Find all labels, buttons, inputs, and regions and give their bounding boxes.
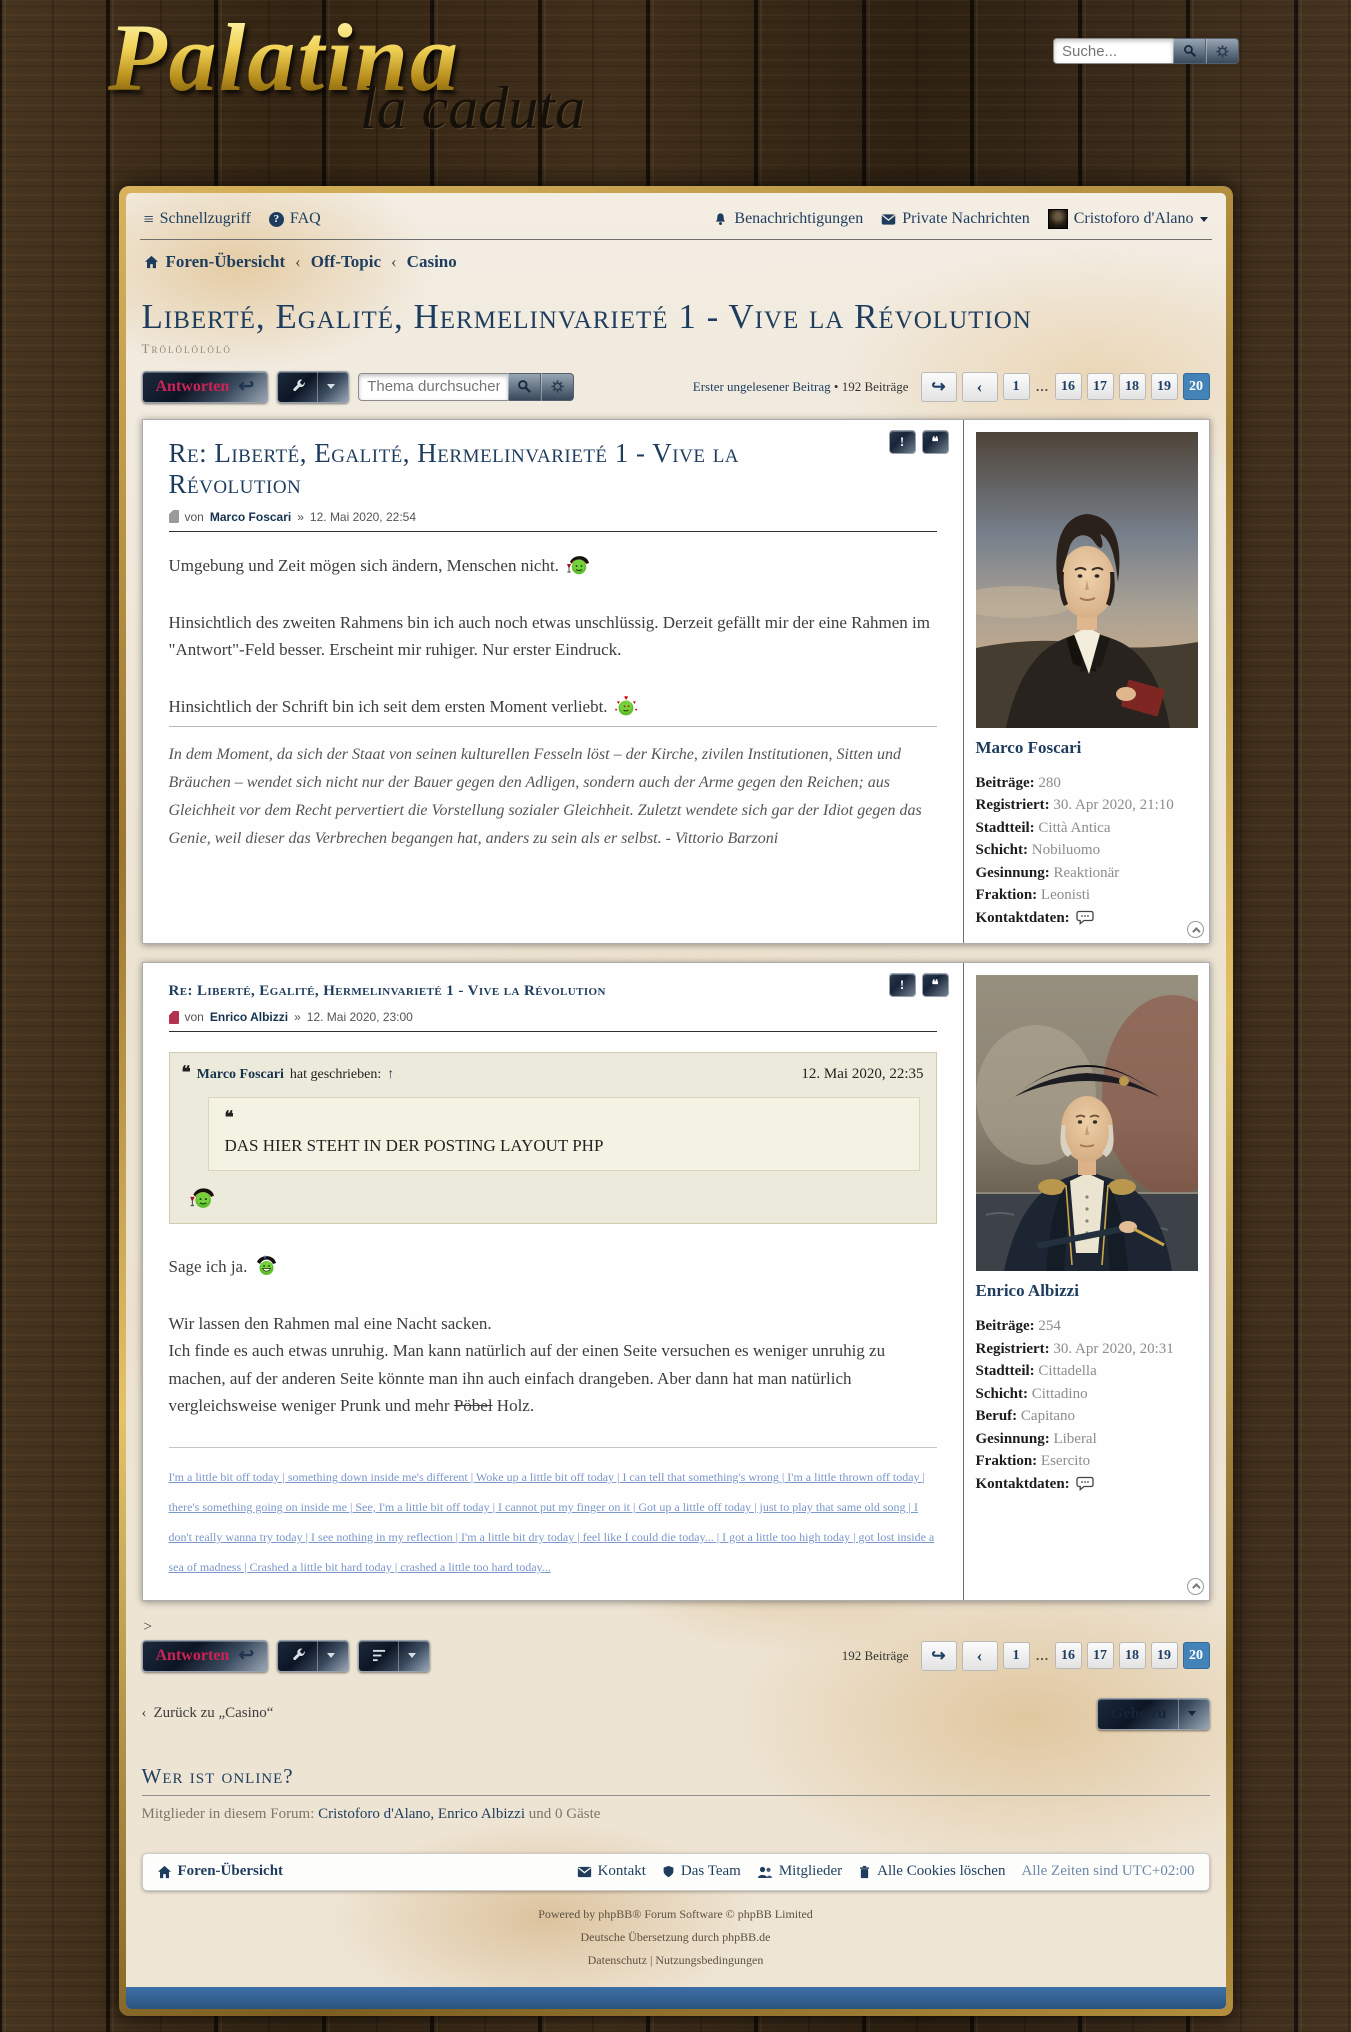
faq-link[interactable]	[269, 210, 321, 228]
byline-prefix: von	[184, 1010, 204, 1024]
site-header	[0, 0, 1351, 186]
breadcrumb-home[interactable]	[144, 252, 286, 272]
post-content-column	[143, 420, 963, 944]
topic-subtitle: Trölölölölö	[141, 340, 232, 356]
profile-username-link[interactable]: Marco Foscari	[975, 737, 1082, 757]
profile-contact-row	[976, 1473, 1199, 1496]
page-frame	[119, 186, 1233, 2016]
pagination-bottom	[921, 1641, 1210, 1671]
sort-options-button[interactable]	[358, 1640, 430, 1672]
profile-value: Nobiluomo	[1031, 842, 1101, 858]
legal-links[interactable]: Datenschutz | Nutzungsbedingungen	[587, 1952, 764, 1967]
chevron-down-icon	[1188, 1711, 1196, 1720]
envelope-icon	[577, 1866, 592, 1878]
page-ellipsis: …	[1035, 1647, 1049, 1663]
collapse-post-button[interactable]	[1187, 1578, 1204, 1595]
private-messages-label: Private Nachrichten	[902, 210, 1030, 227]
footer-members-link[interactable]	[757, 1863, 842, 1880]
site-search	[1053, 38, 1239, 64]
profile-row	[976, 884, 1199, 907]
author-link[interactable]: Marco Foscari	[209, 509, 292, 524]
paragraph	[169, 693, 937, 720]
profile-row	[976, 1428, 1199, 1451]
profile-label: Stadtteil:	[975, 819, 1035, 836]
byline-prefix: von	[184, 509, 204, 524]
post-marco-foscari	[142, 419, 1210, 945]
who-prefix: Mitglieder in diesem Forum:	[141, 1805, 315, 1822]
profile-label: Kontaktdaten:	[975, 1475, 1070, 1492]
search-icon	[517, 379, 532, 394]
footer-home-label: Foren-Übersicht	[177, 1863, 284, 1880]
nested-quote	[208, 1097, 920, 1171]
profile-row	[976, 862, 1199, 885]
notifications-label: Benachrichtigungen	[734, 210, 864, 227]
page-button-1[interactable]: 1	[1003, 373, 1030, 400]
profile-label: Beiträge:	[975, 774, 1035, 791]
profile-value: Liberal	[1053, 1430, 1097, 1447]
post-title[interactable]: Re: Liberté, Egalité, Hermelinvarieté 1 - Vive la Révolution	[168, 983, 606, 999]
profile-value: Leonisti	[1040, 887, 1091, 903]
contact-bubble-icon[interactable]	[1076, 1476, 1094, 1491]
profile-row	[976, 1315, 1199, 1338]
site-search-input[interactable]	[1053, 38, 1173, 64]
profile-label: Fraktion:	[975, 1453, 1038, 1469]
svg-text:♥: ♥	[614, 707, 617, 713]
quote-jump-arrow[interactable]: ↑	[387, 1067, 395, 1082]
footer-team-label: Das Team	[680, 1863, 741, 1880]
profile-label: Beiträge:	[975, 1318, 1035, 1334]
reply-arrow-icon: ↩	[238, 1645, 255, 1667]
page-jump-button[interactable]: ↪	[921, 372, 957, 402]
profile-value: Città Antica	[1038, 819, 1111, 836]
site-logo[interactable]: Palatina	[108, 4, 461, 111]
timezone-label: Alle Zeiten sind UTC+02:00	[1021, 1863, 1195, 1880]
topic-toolbar-bottom	[142, 1640, 1210, 1672]
quote-header	[182, 1063, 924, 1083]
paragraph	[169, 552, 937, 579]
strikethrough-text: Pöbel	[453, 1395, 493, 1415]
reply-button[interactable]	[142, 1640, 269, 1672]
quote-author-link[interactable]: Marco Foscari	[196, 1067, 284, 1082]
byline-rule	[169, 1031, 937, 1032]
chevron-up-icon	[1192, 927, 1200, 935]
topic-search-button[interactable]	[508, 373, 541, 401]
quote-block	[169, 1052, 937, 1224]
profile-row	[976, 1450, 1199, 1473]
quote-post-button[interactable]: ❝	[922, 430, 949, 454]
goto-label: Gehe zu	[1110, 1704, 1167, 1722]
topic-search-advanced-button[interactable]	[541, 373, 574, 401]
topic-tools-button[interactable]	[277, 1640, 349, 1672]
who-suffix: und 0 Gäste	[528, 1805, 601, 1822]
topic-search-input[interactable]	[358, 373, 508, 401]
author-profile-panel	[963, 963, 1209, 1600]
page-prev-button[interactable]: ‹	[962, 372, 998, 402]
quick-links-label: Schnellzugriff	[159, 210, 251, 227]
reply-button-label: Antworten	[155, 377, 230, 395]
trash-icon	[858, 1865, 871, 1879]
profile-value: Reaktionär	[1053, 864, 1120, 881]
profile-row	[976, 772, 1199, 795]
quick-links-menu[interactable]	[144, 210, 251, 228]
paragraph-text: Wir lassen den Rahmen mal eine Nacht sacken.	[168, 1314, 492, 1334]
faq-label: FAQ	[289, 210, 321, 227]
report-post-button[interactable]: !	[889, 973, 916, 997]
breadcrumb-home-label: Foren-Übersicht	[165, 252, 286, 271]
avatar	[1048, 209, 1068, 229]
chevron-down-icon	[1200, 217, 1208, 226]
chevron-down-icon	[327, 384, 335, 393]
envelope-icon	[881, 213, 896, 226]
page-button-17[interactable]: 17	[1087, 373, 1114, 400]
site-search-button[interactable]	[1173, 38, 1206, 64]
author-link[interactable]: Enrico Albizzi	[209, 1010, 289, 1024]
shield-icon	[662, 1864, 675, 1879]
page-button-1[interactable]: 1	[1003, 1642, 1030, 1669]
bottom-blue-bar	[126, 1987, 1226, 2009]
post-date: 12. Mai 2020, 22:54	[309, 509, 416, 524]
post-byline	[169, 1010, 937, 1024]
chevron-down-icon	[408, 1653, 416, 1662]
goto-jump-button[interactable]	[1097, 1698, 1210, 1730]
footer-members-label: Mitglieder	[778, 1863, 843, 1880]
profile-value: 30. Apr 2020, 21:10	[1053, 797, 1174, 813]
profile-label: Gesinnung:	[975, 1430, 1050, 1447]
collapse-post-button[interactable]	[1187, 921, 1204, 938]
footer-cookies-label: Alle Cookies löschen	[877, 1863, 1006, 1880]
svg-text:♥: ♥	[616, 701, 620, 707]
post-title[interactable]: Re: Liberté, Egalité, Hermelinvarieté 1 - Vive la Révolution	[168, 437, 740, 499]
page-ellipsis: …	[1035, 378, 1049, 394]
post-signature: In dem Moment, da sich der Staat von seinen kulturellen Fesseln löst – der Kirche, zivilen Institutionen, Sitten und Bräuchen – wendet sich nicht nur der Bauer gegen den Adligen, sondern auch der Arme gegen den Reichen; aus Gleichheit vor dem Recht pervertiert die Vorstellung sozialer Gleichheit. Zuletzt wendete sich gar der Idiot gegen das Genie, weil dieser das Verbrechen begangen hat, anders zu sein als er selbst. - Vittorio Barzoni	[169, 726, 937, 853]
topic-search	[358, 373, 574, 401]
page-button-18[interactable]: 18	[1119, 1642, 1146, 1669]
top-navbar	[140, 201, 1212, 240]
breadcrumb-offtopic[interactable]: Off-Topic	[310, 252, 381, 271]
pagination-top	[921, 372, 1210, 402]
page-button-20-active[interactable]: 20	[1183, 373, 1210, 400]
profile-label: Registriert:	[975, 797, 1050, 813]
hamburger-icon: ≡	[143, 209, 154, 229]
first-unread-link[interactable]: Erster ungelesener Beitrag	[692, 378, 831, 394]
profile-value: Cittadino	[1031, 1385, 1088, 1402]
who-is-online-text	[142, 1806, 1210, 1823]
site-logo-subtitle: la caduta	[360, 75, 585, 141]
back-goto-row	[142, 1698, 1210, 1730]
contact-bubble-icon[interactable]	[1076, 910, 1094, 925]
gear-icon	[551, 380, 564, 393]
laughing-pirate-smiley-icon	[252, 1252, 278, 1278]
paragraph-text: Sage ich ja.	[168, 1257, 248, 1276]
quote-suffix: hat geschrieben:	[289, 1067, 382, 1082]
reply-button[interactable]	[142, 371, 269, 403]
page-body	[126, 193, 1226, 2009]
chevron-down-icon	[327, 1653, 335, 1662]
post-date: 12. Mai 2020, 23:00	[306, 1010, 413, 1024]
page-button-17[interactable]: 17	[1087, 1642, 1114, 1669]
topic-tools-button[interactable]	[277, 371, 349, 403]
home-icon	[144, 255, 159, 269]
footer-contact-label: Kontakt	[597, 1863, 646, 1880]
quick-reply-toggle[interactable]: >	[143, 1618, 152, 1635]
breadcrumb	[140, 240, 1212, 282]
back-link-label: Zurück zu „Casino“	[153, 1705, 274, 1722]
post-count: 192 Beiträge	[841, 378, 909, 394]
report-post-button[interactable]: !	[889, 430, 916, 454]
profile-value: 254	[1038, 1318, 1061, 1334]
goto-caret	[1178, 1699, 1196, 1729]
footer-team-link[interactable]	[662, 1863, 741, 1880]
profile-label: Stadtteil:	[975, 1363, 1035, 1379]
post-byline	[169, 510, 937, 524]
post-content-column	[143, 963, 963, 1600]
footer-delete-cookies-link[interactable]	[858, 1863, 1005, 1880]
footer-bar	[142, 1853, 1210, 1891]
quote-post-button[interactable]: ❝	[922, 973, 949, 997]
users-icon	[757, 1865, 773, 1879]
page-button-20-active[interactable]: 20	[1183, 1642, 1210, 1669]
post-signature	[169, 1447, 937, 1582]
page-prev-button[interactable]: ‹	[962, 1641, 998, 1671]
reply-button-label: Antworten	[155, 1646, 230, 1664]
paragraph-text: Umgebung und Zeit mögen sich ändern, Menschen nicht.	[168, 555, 559, 575]
topic-meta	[693, 379, 909, 395]
paragraph-text: Ich finde es auch etwas unruhig. Man kann natürlich auf der einen Seite versuchen es weniger unruhig zu machen, auf der anderen Seite könnte man ihn auch einfach drangeben. Aber dann hat man natürlich vergleichsweise weniger Prunk und mehr	[168, 1341, 886, 1415]
author-portrait[interactable]	[976, 975, 1198, 1271]
site-credits	[140, 1903, 1212, 1971]
signature-link[interactable]: I'm a little bit off today | something down inside me's different | Woke up a little bit off today | I can tell that something's wrong | I'm a little thrown off today | there's something going on inside me | See, I'm a little bit off today | I cannot put my finger on it | Got up a little off today | just to play that same old song | I don't really wanna try today | I see nothing in my reflection | I'm a little bit dry today | feel like I could die today... | I got a little too high today | got lost inside a sea of madness | Crashed a little bit hard today | crashed a little too hard today...	[168, 1469, 935, 1574]
wrench-icon	[291, 379, 306, 394]
quote-mark-icon: ❝	[181, 1063, 191, 1082]
profile-value: 280	[1038, 774, 1061, 791]
powered-by-text[interactable]: Powered by phpBB® Forum Software © phpBB Limited	[538, 1906, 813, 1921]
search-icon	[1183, 44, 1197, 58]
topic-tools-caret	[317, 372, 335, 402]
paragraph	[169, 1252, 937, 1280]
breadcrumb-separator: ‹	[295, 252, 301, 271]
svg-text:♥: ♥	[634, 707, 637, 713]
notifications-link[interactable]	[713, 210, 863, 228]
page-button-19[interactable]: 19	[1151, 373, 1178, 400]
paragraph: Hinsichtlich des zweiten Rahmens bin ich auch noch etwas unschlüssig. Derzeit gefällt mir der eine Rahmen im "Antwort"-Feld besser. Erscheint mir ruhiger. Nur erster Eindruck.	[168, 612, 930, 659]
question-circle-icon: ?	[269, 212, 284, 227]
who-rule	[142, 1795, 1210, 1796]
profile-row	[976, 817, 1199, 840]
paragraph-text: Hinsichtlich der Schrift bin ich seit dem ersten Moment verliebt.	[168, 697, 608, 717]
topic-title: Liberté, Egalité, Hermelinvarieté 1 - Vive la Révolution	[141, 297, 1032, 336]
post-count: 192 Beiträge	[841, 1647, 909, 1663]
sort-list-icon	[372, 1649, 387, 1662]
profile-row	[976, 839, 1199, 862]
who-is-online-title: Wer ist online?	[141, 1763, 294, 1788]
paragraph	[169, 1310, 937, 1419]
author-portrait[interactable]	[976, 432, 1198, 728]
page-jump-button[interactable]: ↪	[921, 1641, 957, 1671]
profile-value: Cittadella	[1038, 1363, 1097, 1379]
profile-label: Fraktion:	[975, 887, 1038, 903]
byline-separator: »	[297, 509, 304, 524]
in-love-smiley-icon	[613, 694, 639, 718]
chevron-left-icon: ‹	[141, 1705, 147, 1722]
post-icon-unread	[169, 1011, 179, 1024]
byline-separator: »	[294, 1010, 301, 1024]
profile-label: Kontaktdaten:	[975, 909, 1070, 926]
page-button-16[interactable]: 16	[1055, 373, 1082, 400]
chevron-up-icon	[1192, 1584, 1200, 1592]
profile-row	[976, 1383, 1199, 1406]
profile-label: Schicht:	[975, 1385, 1028, 1402]
paragraph-text: Holz.	[492, 1395, 535, 1415]
profile-value: Esercito	[1040, 1453, 1091, 1469]
profile-label: Gesinnung:	[975, 864, 1050, 881]
author-profile-panel	[963, 420, 1209, 944]
username-label: Cristoforo d'Alano	[1073, 210, 1194, 227]
profile-row	[976, 794, 1199, 817]
back-to-casino-link[interactable]	[142, 1705, 274, 1722]
page-button-16[interactable]: 16	[1055, 1642, 1082, 1669]
profile-contact-row	[976, 907, 1199, 930]
page-button-19[interactable]: 19	[1151, 1642, 1178, 1669]
reply-arrow-icon: ↩	[238, 376, 255, 397]
quote-date: 12. Mai 2020, 22:35	[801, 1066, 924, 1082]
private-messages-link[interactable]	[881, 210, 1030, 228]
profile-row	[976, 1405, 1199, 1428]
profile-row	[976, 1360, 1199, 1383]
quote-mark-icon: ❝	[224, 1108, 234, 1127]
wrench-icon	[291, 1648, 306, 1663]
bell-icon	[713, 212, 728, 227]
nested-quote-text: DAS HIER STEHT IN DER POSTING LAYOUT PHP	[224, 1136, 604, 1155]
post-body	[169, 1252, 937, 1419]
footer-contact-link[interactable]	[577, 1863, 646, 1880]
breadcrumb-casino[interactable]: Casino	[406, 252, 457, 271]
svg-text:♥: ♥	[632, 701, 636, 707]
topic-toolbar-top	[142, 371, 1210, 403]
post-enrico-albizzi	[142, 962, 1210, 1601]
pirate-wine-smiley-icon	[187, 1185, 215, 1211]
footer-forum-home-link[interactable]	[157, 1863, 284, 1880]
profile-username-link[interactable]: Enrico Albizzi	[975, 1281, 1079, 1300]
page-button-18[interactable]: 18	[1119, 373, 1146, 400]
breadcrumb-separator: ‹	[391, 252, 397, 271]
post-icon	[169, 510, 179, 523]
bullet: •	[833, 378, 839, 394]
profile-value: Capitano	[1020, 1408, 1076, 1424]
sort-options-caret	[398, 1641, 416, 1671]
svg-text:♥: ♥	[623, 694, 628, 703]
profile-label: Registriert:	[975, 1340, 1050, 1357]
translation-text[interactable]: Deutsche Übersetzung durch phpBB.de	[580, 1929, 771, 1944]
byline-rule	[169, 531, 937, 532]
online-members-links[interactable]: Cristoforo d'Alano, Enrico Albizzi	[318, 1805, 525, 1822]
profile-value: 30. Apr 2020, 20:31	[1053, 1340, 1174, 1357]
pirate-wine-smiley-icon	[564, 553, 590, 577]
profile-label: Beruf:	[975, 1408, 1018, 1424]
home-icon	[157, 1865, 172, 1879]
post-body	[169, 552, 937, 721]
profile-label: Schicht:	[975, 842, 1028, 858]
site-search-advanced-button[interactable]	[1206, 38, 1239, 64]
profile-row	[976, 1338, 1199, 1361]
topic-tools-caret	[317, 1641, 335, 1671]
gear-icon	[1216, 45, 1229, 58]
user-menu[interactable]	[1048, 209, 1208, 229]
